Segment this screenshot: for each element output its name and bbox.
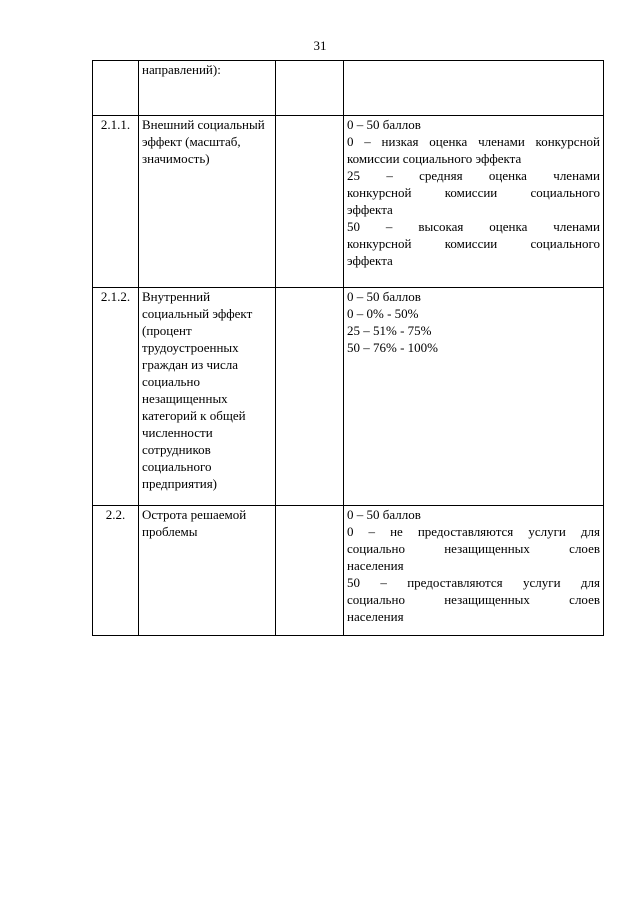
score-line: 0 – 50 баллов — [347, 289, 421, 304]
criteria-table — [92, 60, 604, 636]
score-line: комиссии социального эффекта — [347, 151, 522, 166]
score-line: социально незащищенных слоев — [347, 541, 600, 556]
score-line: населения — [347, 609, 404, 624]
row-number: 2.2. — [93, 506, 139, 636]
criterion-name: Острота решаемой проблемы — [139, 506, 276, 636]
criterion-name: Внутренний социальный эффект (процент трудоустроенных граждан из числа социально незащищенных категорий к общей численности сотрудников социального предприятия) — [139, 288, 276, 506]
page-number: 31 — [313, 38, 327, 53]
row-number — [93, 61, 139, 116]
score-line: 0 – 0% - 50% — [347, 306, 419, 321]
score-line: 0 – низкая оценка членами конкурсной — [347, 134, 600, 149]
score-line: населения — [347, 558, 404, 573]
score-line: эффекта — [347, 202, 393, 217]
score-line: 50 – предоставляются услуги для — [347, 575, 600, 590]
criterion-name: направлений): — [139, 61, 276, 116]
score-cell — [344, 288, 604, 506]
score-cell — [344, 116, 604, 288]
score-line: социально незащищенных слоев — [347, 592, 600, 607]
score-line: 0 – 50 баллов — [347, 117, 421, 132]
criterion-name: Внешний социальный эффект (масштаб, значимость) — [139, 116, 276, 288]
score-cell — [344, 506, 604, 636]
score-line: 25 – средняя оценка членами — [347, 168, 600, 183]
score-line: 50 – высокая оценка членами — [347, 219, 600, 234]
score-line: конкурсной комиссии социального — [347, 185, 600, 200]
row-number: 2.1.2. — [93, 288, 139, 506]
empty-cell — [276, 61, 344, 116]
empty-cell — [276, 288, 344, 506]
score-line: 50 – 76% - 100% — [347, 340, 438, 355]
score-line: 0 – не предоставляются услуги для — [347, 524, 600, 539]
score-line: 25 – 51% - 75% — [347, 323, 432, 338]
score-line: 0 – 50 баллов — [347, 507, 421, 522]
score-line: конкурсной комиссии социального — [347, 236, 600, 251]
table-row — [93, 506, 604, 636]
score-cell — [344, 61, 604, 116]
table-row — [93, 61, 604, 116]
table-row — [93, 288, 604, 506]
row-number: 2.1.1. — [93, 116, 139, 288]
empty-cell — [276, 506, 344, 636]
table-row — [93, 116, 604, 288]
score-line: эффекта — [347, 253, 393, 268]
empty-cell — [276, 116, 344, 288]
